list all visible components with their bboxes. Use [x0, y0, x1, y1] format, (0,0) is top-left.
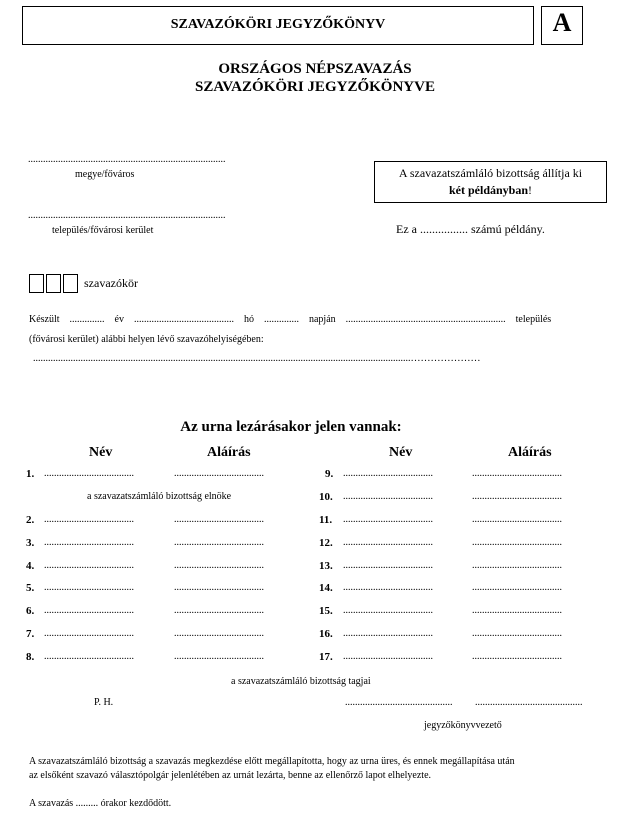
clerk-name-field[interactable]: ........................................... — [345, 697, 453, 708]
clerk-label: jegyzőkönyvvezető — [424, 720, 502, 731]
name-field[interactable]: .................................... — [44, 514, 134, 525]
notice-line2-wrap — [374, 183, 607, 198]
district-digit-box[interactable] — [63, 274, 78, 293]
row-number: 7. — [26, 628, 35, 640]
col-name-right: Név — [389, 445, 413, 460]
notice-line1: A szavazatszámláló bizottság állítja ki — [398, 166, 583, 180]
name-field[interactable]: .................................... — [343, 582, 433, 593]
col-sign-right: Aláírás — [508, 445, 552, 460]
row-number: 11. — [319, 514, 333, 526]
signature-field[interactable]: .................................... — [174, 468, 264, 479]
location-field[interactable]: .......................................................................................................................................................………………… — [33, 353, 481, 364]
row-number: 16. — [319, 628, 333, 640]
name-field[interactable]: .................................... — [44, 468, 134, 479]
footer-para-line1: A szavazatszámláló bizottság a szavazás megkezdése előtt megállapította, hogy az urna üres, és ennek megállapítása után — [29, 756, 515, 767]
name-field[interactable]: .................................... — [343, 651, 433, 662]
row-number: 17. — [319, 651, 333, 663]
row-number: 12. — [319, 537, 333, 549]
made-line2: (fővárosi kerület) alábbi helyen lévő szavazóhelyiségében: — [29, 334, 264, 345]
district-label: szavazókör — [84, 276, 138, 290]
name-field[interactable]: .................................... — [343, 514, 433, 525]
signature-field[interactable]: .................................... — [472, 605, 562, 616]
chair-caption: a szavazatszámláló bizottság elnöke — [87, 491, 232, 502]
signature-field[interactable]: .................................... — [472, 468, 562, 479]
district-digit-box[interactable] — [29, 274, 44, 293]
signature-field[interactable]: .................................... — [472, 582, 562, 593]
members-caption: a szavazatszámláló bizottság tagjai — [231, 676, 371, 687]
row-number: 13. — [319, 560, 333, 572]
district-number-boxes[interactable] — [29, 274, 80, 298]
col-name-left: Név — [89, 445, 113, 460]
stamp-label: P. H. — [94, 697, 114, 708]
col-sign-left: Aláírás — [207, 445, 251, 460]
name-field[interactable]: .................................... — [44, 560, 134, 571]
signature-field[interactable]: .................................... — [174, 514, 264, 525]
signature-field[interactable]: .................................... — [174, 537, 264, 548]
settlement-field[interactable]: ............................................................................... — [28, 210, 226, 221]
signature-field[interactable]: .................................... — [472, 560, 562, 571]
signature-field[interactable]: .................................... — [174, 582, 264, 593]
row-number: 5. — [26, 582, 35, 594]
name-field[interactable]: .................................... — [44, 537, 134, 548]
row-number: 6. — [26, 605, 35, 617]
header-letter: A — [552, 8, 572, 37]
name-field[interactable]: .................................... — [343, 560, 433, 571]
header-title: SZAVAZÓKÖRI JEGYZŐKÖNYV — [170, 17, 386, 32]
row-number: 14. — [319, 582, 333, 594]
signature-field[interactable]: .................................... — [472, 651, 562, 662]
row-number: 4. — [26, 560, 35, 572]
name-field[interactable]: .................................... — [343, 605, 433, 616]
name-field[interactable]: .................................... — [44, 651, 134, 662]
district-digit-box[interactable] — [46, 274, 61, 293]
name-field[interactable]: .................................... — [343, 628, 433, 639]
settlement-label: település/fővárosi kerület — [52, 225, 154, 236]
row-number: 15. — [319, 605, 333, 617]
row-number: 10. — [319, 491, 333, 503]
notice-line2: két példányban — [448, 183, 529, 197]
row-number: 3. — [26, 537, 35, 549]
signature-field[interactable]: .................................... — [472, 537, 562, 548]
row-number: 8. — [26, 651, 35, 663]
notice-excl: ! — [528, 183, 533, 197]
footer-para-line2: az elsőként szavazó választópolgár jelenlétében az urnát lezárta, benne az ellenőrző lapot elhelyezte. — [29, 770, 432, 781]
present-heading: Az urna lezárásakor jelen vannak: — [180, 419, 402, 435]
start-time-text: A szavazás ......... órakor kezdődött. — [29, 798, 172, 809]
row-number: 2. — [26, 514, 35, 526]
main-title-line1: ORSZÁGOS NÉPSZAVAZÁS — [218, 61, 412, 77]
name-field[interactable]: .................................... — [343, 537, 433, 548]
name-field[interactable]: .................................... — [343, 468, 433, 479]
name-field[interactable]: .................................... — [343, 491, 433, 502]
signature-field[interactable]: .................................... — [472, 514, 562, 525]
name-field[interactable]: .................................... — [44, 605, 134, 616]
signature-field[interactable]: .................................... — [472, 491, 562, 502]
made-line1: Készült .............. év ........................................ hó .............. napján ................................................................ település — [29, 314, 552, 325]
signature-field[interactable]: .................................... — [174, 560, 264, 571]
clerk-signature-field[interactable]: ........................................... — [475, 697, 583, 708]
row-number: 9. — [325, 468, 334, 480]
name-field[interactable]: .................................... — [44, 628, 134, 639]
row-number: 1. — [26, 468, 35, 480]
signature-field[interactable]: .................................... — [174, 605, 264, 616]
county-label: megye/főváros — [75, 169, 135, 180]
copy-number-text: Ez a ................ számú példány. — [396, 222, 545, 236]
county-field[interactable]: ............................................................................... — [28, 154, 226, 165]
signature-field[interactable]: .................................... — [472, 628, 562, 639]
signature-field[interactable]: .................................... — [174, 651, 264, 662]
signature-field[interactable]: .................................... — [174, 628, 264, 639]
name-field[interactable]: .................................... — [44, 582, 134, 593]
main-title-line2: SZAVAZÓKÖRI JEGYZŐKÖNYVE — [195, 79, 435, 95]
